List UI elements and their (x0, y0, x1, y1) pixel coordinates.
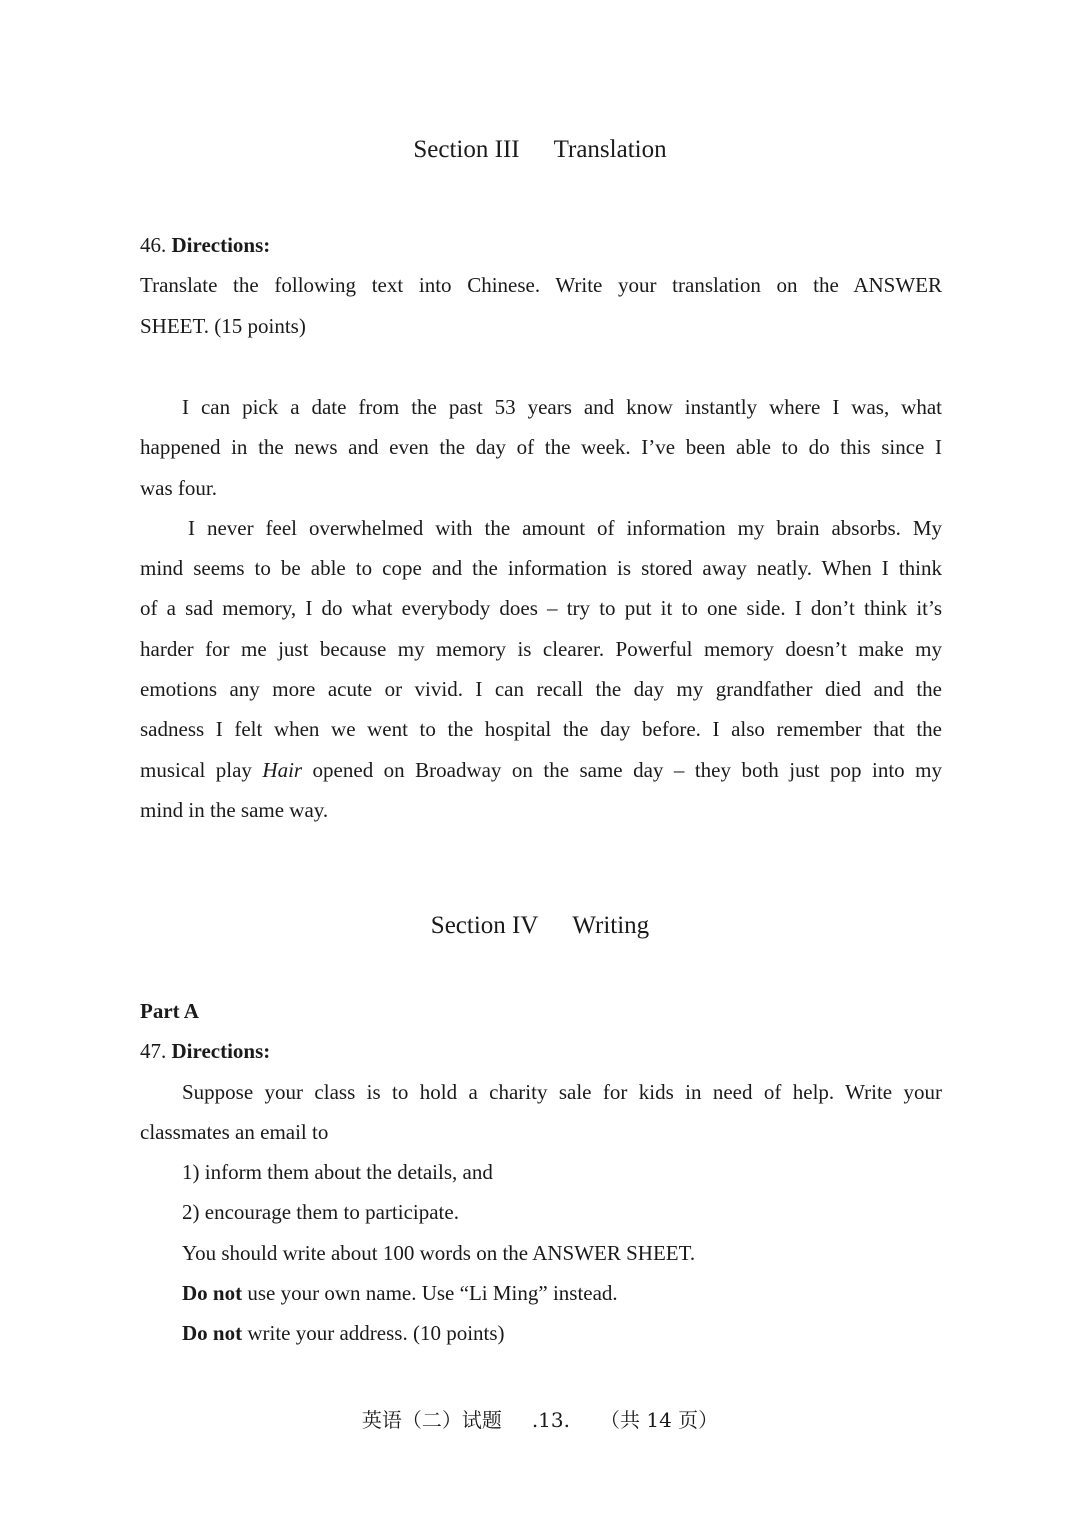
passage-p2-line-1: I never feel overwhelmed with the amount of information my brain absorbs. My (188, 515, 942, 540)
footer-total-pages: （共 14 页） (600, 1408, 719, 1432)
passage-p2-line-3: of a sad memory, I do what everybody does – try to put it to one side. I don’t think it’s (140, 596, 942, 621)
passage-p2-line-2: mind seems to be able to cope and the information is stored away neatly. When I think (140, 556, 942, 581)
section-iii-label: Section III (413, 136, 520, 163)
part-a-label: Part A (140, 999, 199, 1023)
passage-p2-line-6: sadness I felt when we went to the hospital the day before. I also remember that the (140, 717, 942, 742)
passage-p2-line-7-post: opened on Broadway on the same day – they both just pop into my (302, 757, 942, 782)
footer-page-number: .13. (531, 1408, 570, 1432)
q47-number: 47. (140, 1039, 167, 1064)
passage-p2-line-4: harder for me just because my memory is clearer. Powerful memory doesn’t make my (140, 636, 942, 661)
q46-directions (140, 225, 942, 346)
q47-rule-address-bold: Do not (182, 1321, 243, 1346)
q46-directions-header (140, 225, 942, 265)
passage-p2-line-7-pre: musical play (140, 757, 263, 782)
q47-item-1: 1) inform them about the details, and (182, 1160, 493, 1185)
section-iv-title: Writing (572, 912, 650, 939)
q47-rule-name (140, 1273, 942, 1313)
q47-directions-header (140, 1031, 942, 1071)
passage-p2-line-5: emotions any more acute or vivid. I can recall the day my grandfather died and the (140, 677, 942, 702)
q47-rule-name-text: use your own name. Use “Li Ming” instead. (242, 1281, 618, 1306)
footer-title: 英语（二）试题 (361, 1408, 502, 1432)
passage-p1-line-3: was four. (140, 475, 217, 500)
q47-block (140, 991, 942, 1354)
page-footer (0, 1404, 1080, 1433)
q46-directions-label: Directions: (171, 233, 271, 257)
passage-p1-line-2: happened in the news and even the day of the week. I’ve been able to do this since I (140, 435, 942, 460)
section-iv-heading (0, 912, 1080, 940)
section-iv-label: Section IV (430, 912, 539, 939)
q47-intro-line-1: Suppose your class is to hold a charity sale for kids in need of help. Write your (182, 1079, 942, 1104)
section-iii-heading (0, 136, 1080, 164)
q46-number: 46. (140, 233, 167, 257)
q47-rule-address (140, 1313, 942, 1353)
section-iii-title: Translation (553, 136, 667, 163)
q47-rule-address-text: write your address. (10 points) (242, 1321, 505, 1346)
translation-passage (140, 387, 942, 830)
q47-item-2: 2) encourage them to participate. (182, 1200, 459, 1225)
q47-intro-line-2: classmates an email to (140, 1119, 329, 1144)
q46-directions-line-2: SHEET. (15 points) (140, 313, 306, 338)
q47-word-count: You should write about 100 words on the ANSWER SHEET. (182, 1240, 696, 1265)
musical-title-hair: Hair (262, 757, 303, 782)
passage-p2-line-7 (140, 750, 942, 790)
passage-p1-line-1: I can pick a date from the past 53 years and know instantly where I was, what (182, 395, 942, 419)
q47-directions-label: Directions: (171, 1039, 271, 1064)
passage-p2-line-8: mind in the same way. (140, 797, 329, 822)
q46-directions-line-1: Translate the following text into Chinese. Write your translation on the ANSWER (140, 273, 942, 298)
q47-rule-name-bold: Do not (182, 1281, 243, 1306)
